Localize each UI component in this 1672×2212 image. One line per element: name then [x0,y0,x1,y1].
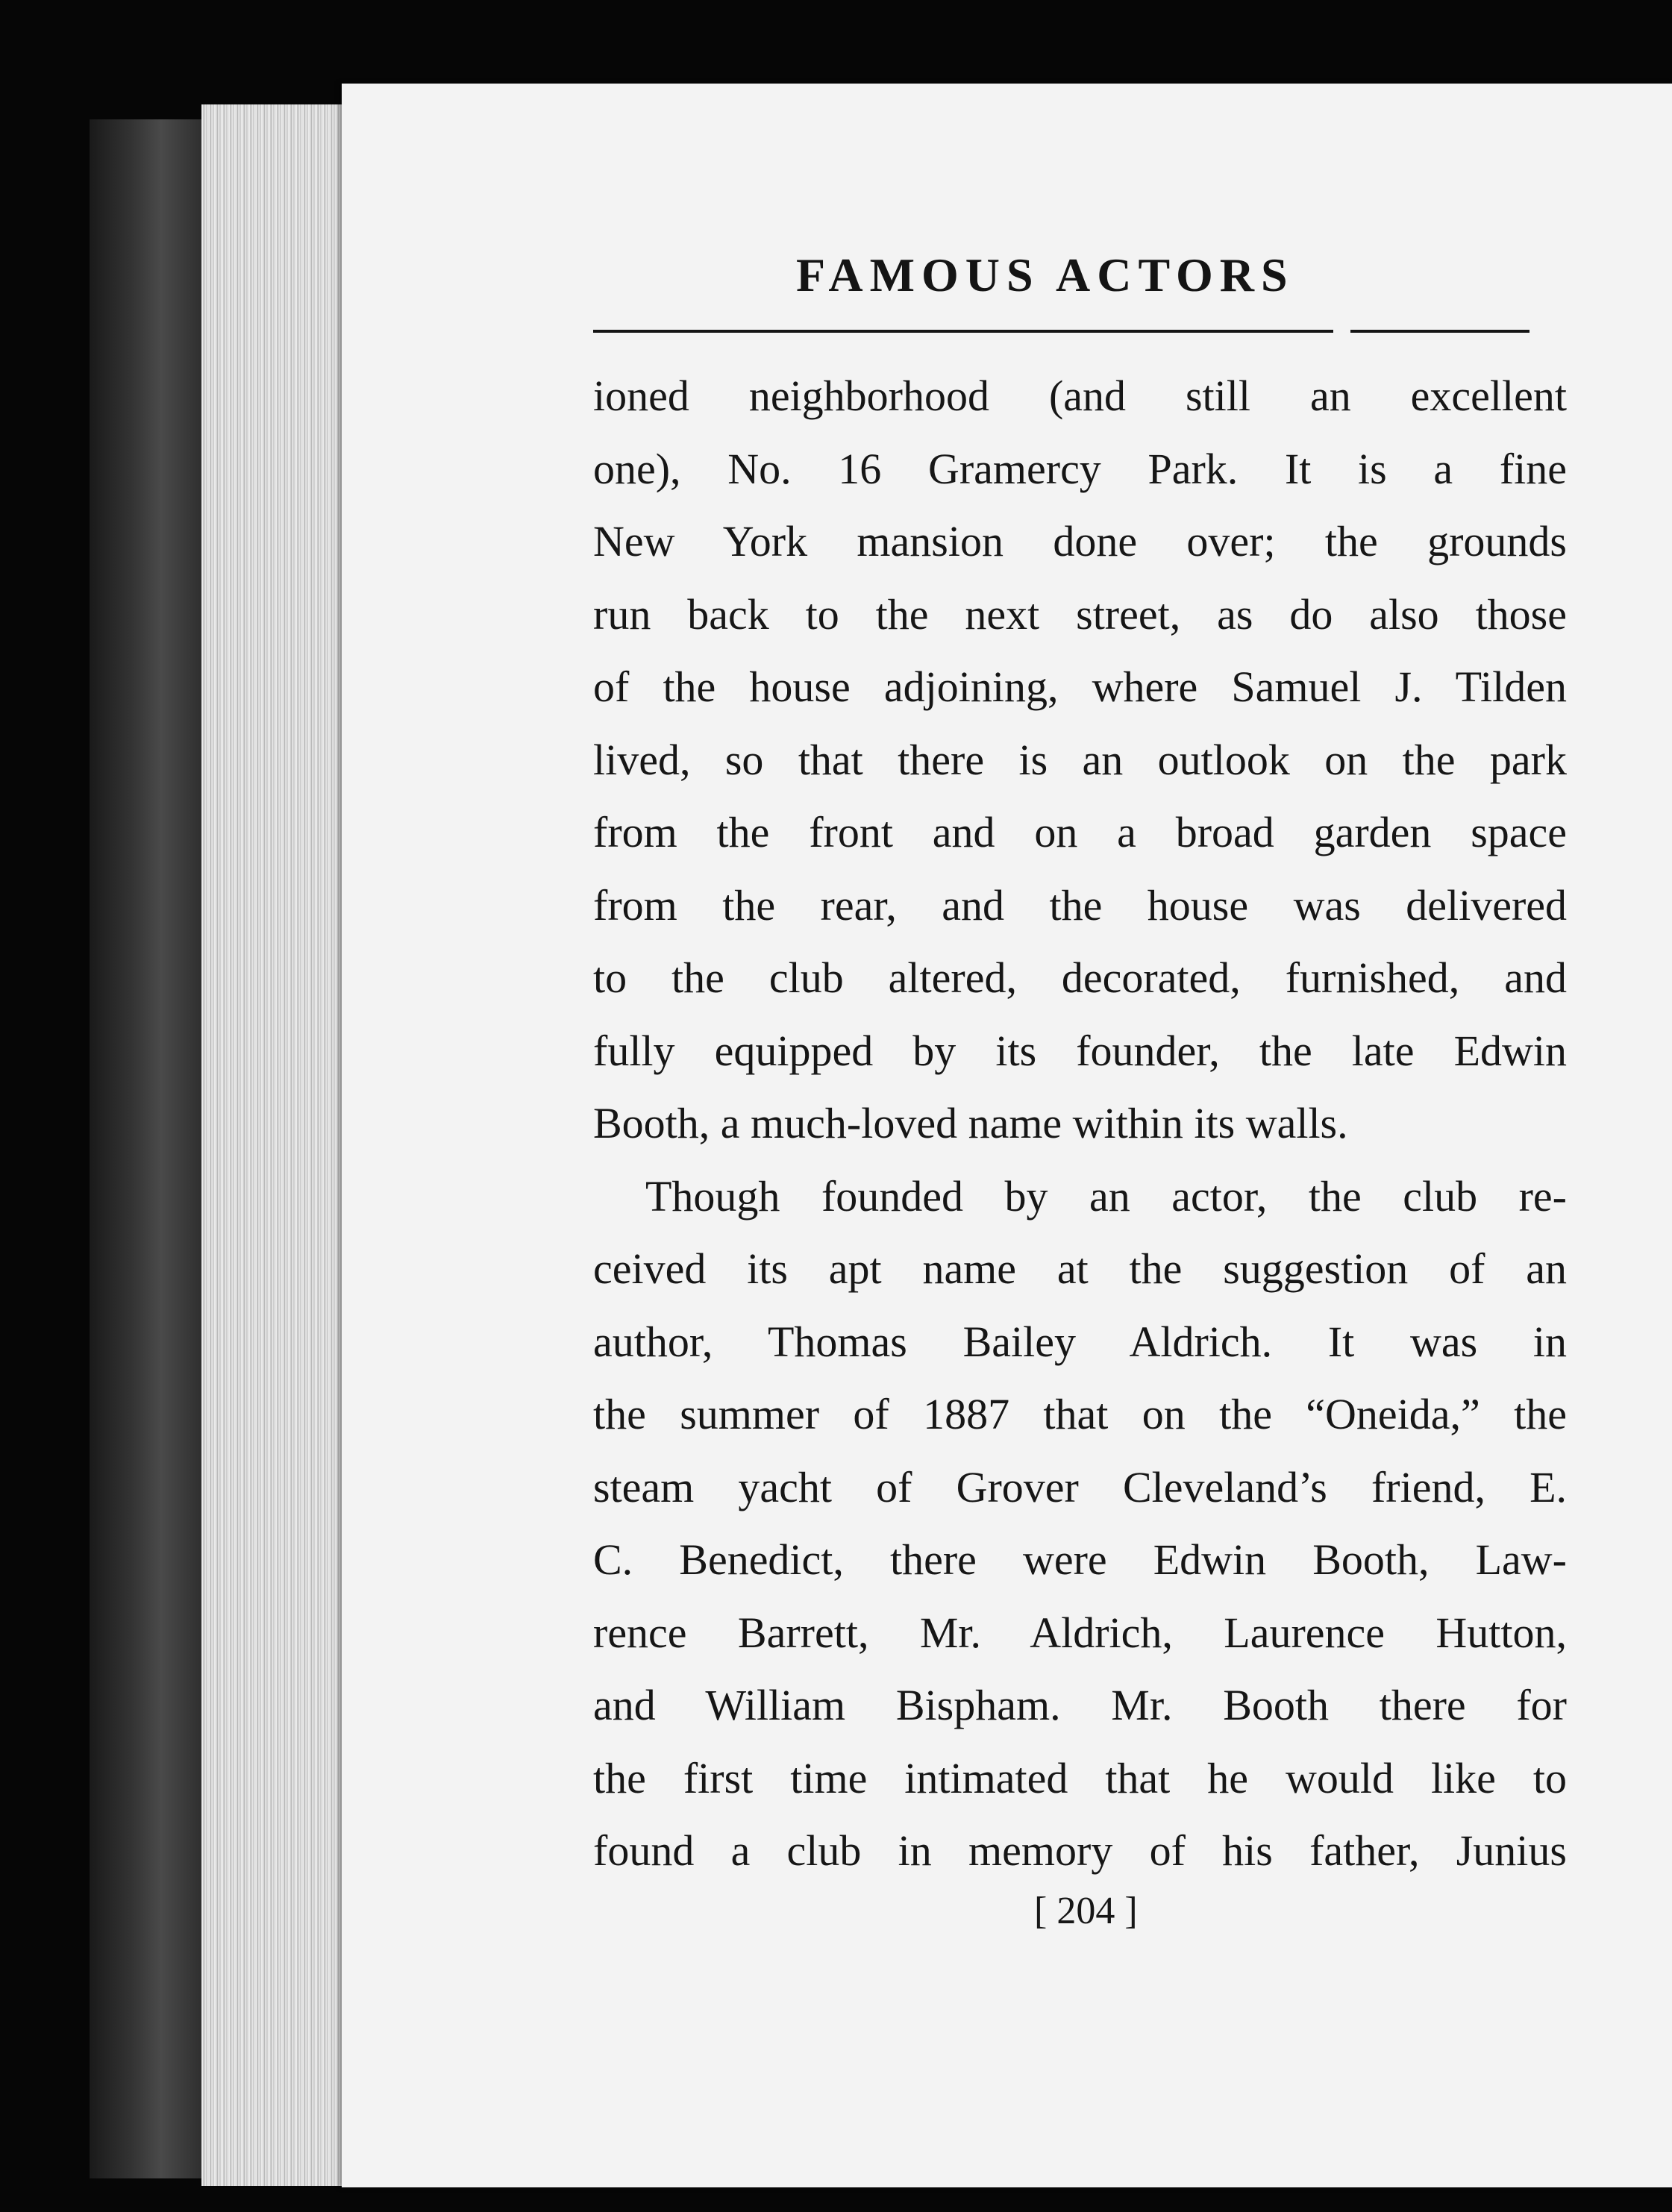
text-line: C. Benedict, there were Edwin Booth, Law- [593,1535,1567,1584]
text-line: lived, so that there is an outlook on the park [593,735,1567,784]
text-line: steam yacht of Grover Cleveland’s friend, E. [593,1462,1567,1511]
text-line: New York mansion done over; the grounds [593,517,1567,565]
body-text [593,360,1567,1887]
page-number: [ 204 ] [1034,1890,1138,1932]
text-line: of the house adjoining, where Samuel J. Tilden [593,662,1567,711]
text-line: ioned neighborhood (and still an excellent [593,372,1567,420]
text-line: rence Barrett, Mr. Aldrich, Laurence Hutton, [593,1608,1567,1657]
text-line: from the rear, and the house was delivered [593,880,1567,930]
text-line: found a club in memory of his father, Junius [593,1826,1567,1875]
text-line: the summer of 1887 that on the “Oneida,” the [593,1390,1567,1438]
running-head: FAMOUS ACTORS [796,248,1294,301]
text-line: the first time intimated that he would like to [593,1753,1567,1802]
text-line: ceived its apt name at the suggestion of an [593,1244,1567,1293]
text-line: to the club altered, decorated, furnished, and [593,953,1567,1002]
text-line: run back to the next street, as do also those [593,589,1567,639]
text-line: Booth, a much-loved name within its walls. [593,1099,1348,1147]
text-line: and William Bispham. Mr. Booth there for [593,1681,1567,1729]
header-rule-right [1350,330,1529,333]
book-spine [90,119,209,2178]
header-rule-left [593,330,1333,333]
text-line: one), No. 16 Gramercy Park. It is a fine [593,444,1567,493]
text-line: fully equipped by its founder, the late Edwin [593,1026,1567,1075]
text-line: Though founded by an actor, the club re- [645,1171,1567,1221]
text-line: author, Thomas Bailey Aldrich. It was in [593,1317,1567,1366]
page-edges [201,104,343,2186]
text-line: from the front and on a broad garden space [593,808,1567,856]
